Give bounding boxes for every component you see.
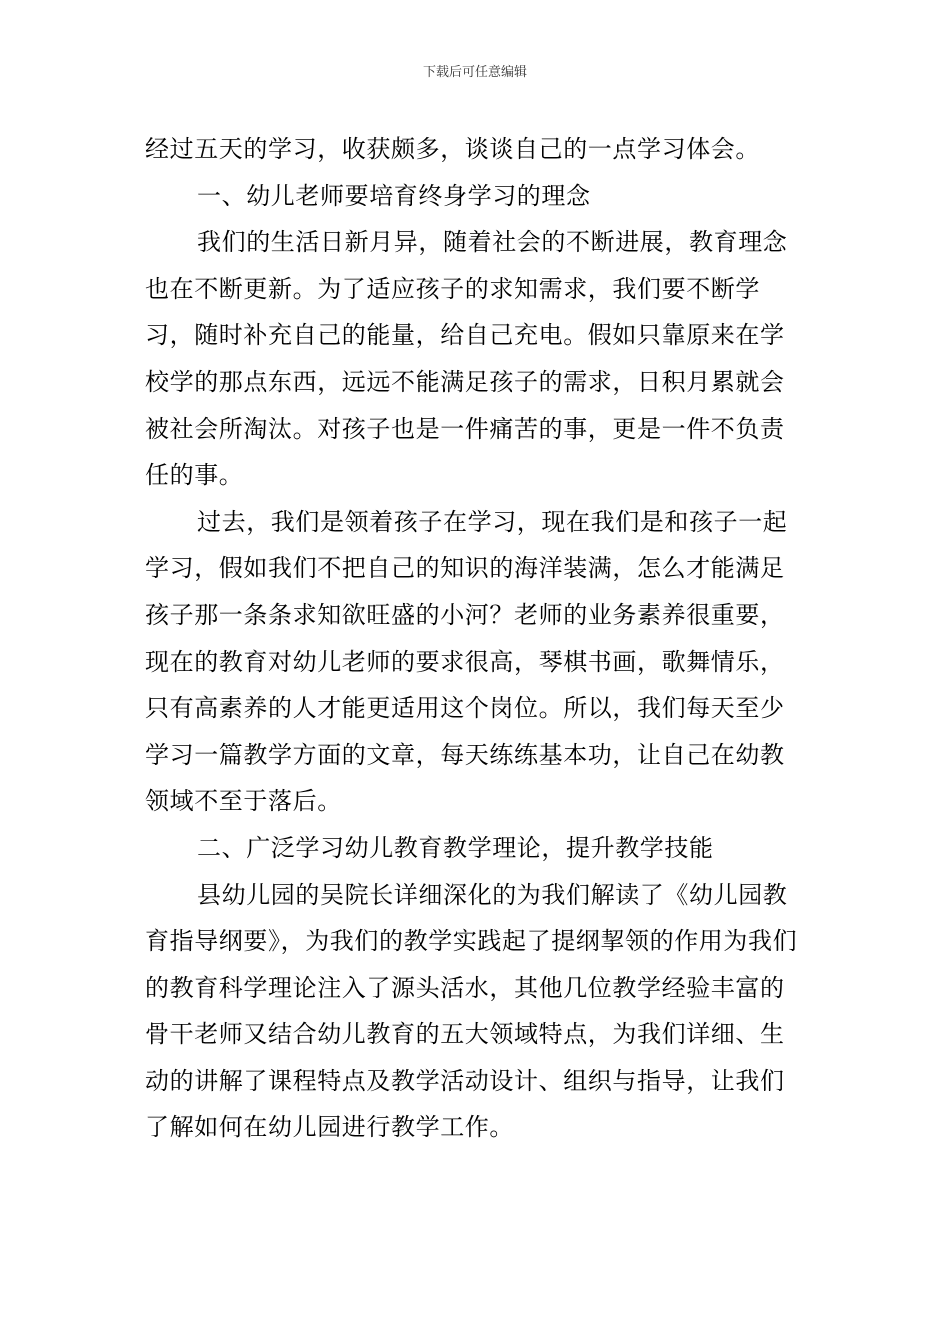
page-header: 下载后可任意编辑 [422, 65, 527, 80]
intro-paragraph: 经过五天的学习，收获颇多，谈谈自己的一点学习体会。 [145, 135, 760, 163]
body-paragraph: 过去，我们是领着孩子在学习，现在我们是和孩子一起学习，假如我们不把自己的知识的海洋装满，怎么才能满足孩子那一条条求知欲旺盛的小河？老师的业务素养很重要，现在的教育对幼儿老师的要求很高，琴棋书画，歌舞情乐，只有高素养的人才能更适用这个岗位。所以，我们每天至少学习一篇教学方面的文章，每天练练基本功，让自己在幼教领域不至于落后。 [145, 507, 788, 816]
body-paragraph: 县幼儿园的吴院长详细深化的为我们解读了《幼儿园教育指导纲要》，为我们的教学实践起了提纲挈领的作用为我们的教育科学理论注入了源头活水，其他几位教学经验丰富的骨干老师又结合幼儿教育的五大领域特点，为我们详细、生动的讲解了课程特点及教学活动设计、组织与指导，让我们了解如何在幼儿园进行教学工作。 [145, 880, 798, 1142]
body-paragraph: 我们的生活日新月异，随着社会的不断进展，教育理念也在不断更新。为了适应孩子的求知需求，我们要不断学习，随时补充自己的能量，给自己充电。假如只靠原来在学校学的那点东西，远远不能满足孩子的需求，日积月累就会被社会所淘汰。对孩子也是一件痛苦的事，更是一件不负责任的事。 [145, 228, 788, 490]
section-heading-2: 二、广泛学习幼儿教育教学理论，提升教学技能 [197, 833, 714, 862]
document-body [145, 126, 807, 1151]
section-heading-1: 一、幼儿老师要培育终身学习的理念 [197, 181, 591, 210]
